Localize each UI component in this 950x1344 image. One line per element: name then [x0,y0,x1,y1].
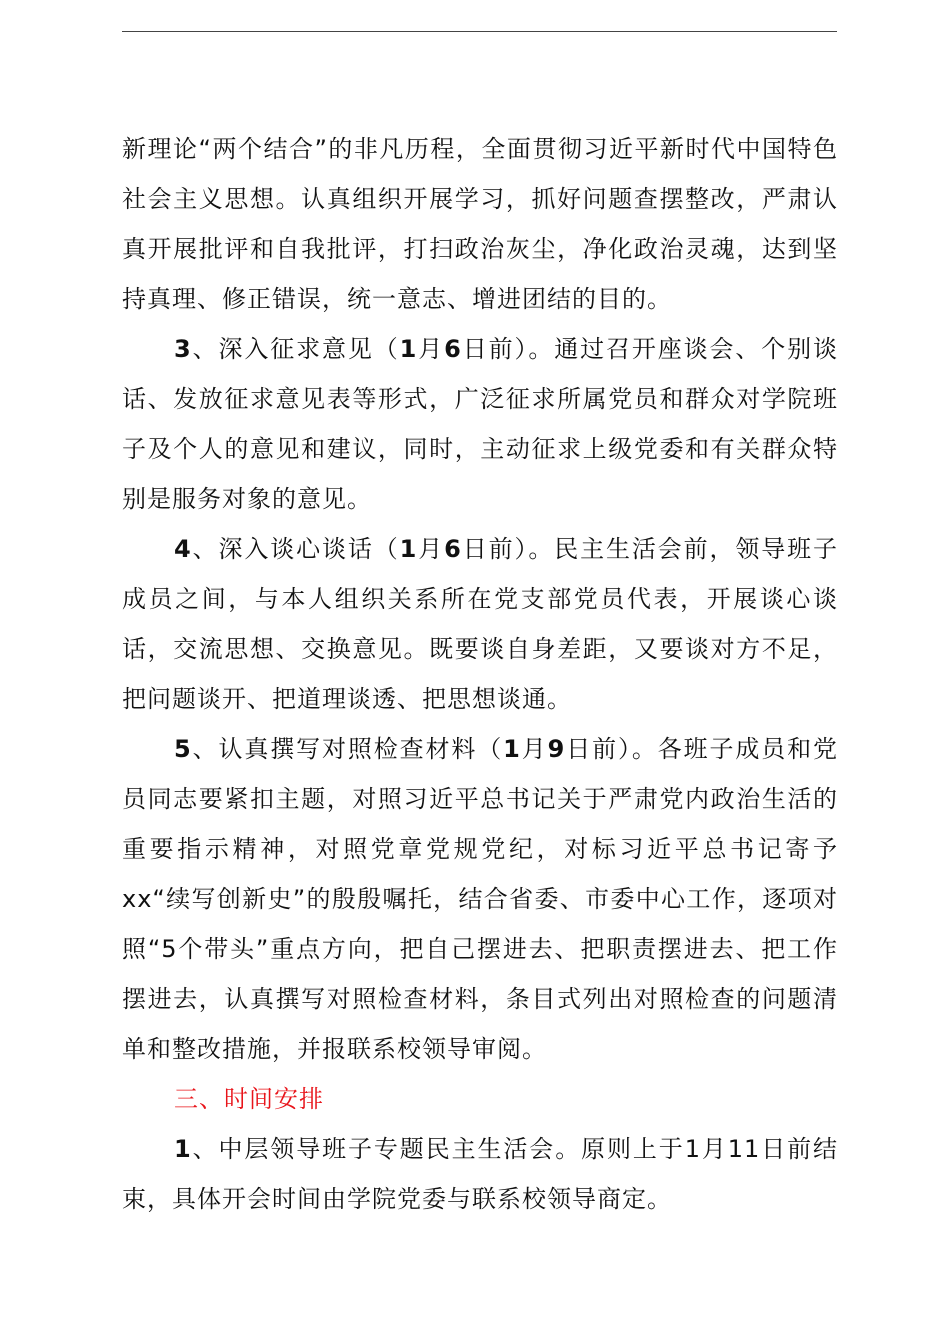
item-number: 4 [174,535,192,563]
paragraph-text: 日前）。通过召开座谈会、个别谈话、发放征求意见表等形式，广泛征求所属党员和群众对学院班子及个人的意见和建议，同时，主动征求上级党委和有关群众特别是服务对象的意见。 [122,335,839,513]
date-month: 1 [503,735,521,763]
item-number: 3 [174,335,192,363]
paragraph-text: 、中层领导班子专题民主生活会。原则上于1月11日前结束，具体开会时间由学院党委与联系校领导商定。 [122,1135,838,1213]
date-month: 1 [399,535,418,563]
paragraph-text: 月 [417,535,445,563]
paragraph-heart-to-heart-talks [122,524,838,724]
paragraph-text: 月 [520,735,548,763]
paragraph-text: 、深入谈心谈话（ [191,535,400,563]
date-day: 6 [444,335,462,363]
section-heading-text: 三、时间安排 [174,1085,324,1113]
document-body [122,124,838,1224]
section-heading-schedule [122,1074,838,1124]
item-number: 1 [174,1135,192,1163]
header-rule [122,31,837,32]
paragraph-text: 、深入征求意见（ [191,335,400,363]
paragraph-text: 日前）。各班子成员和党员同志要紧扣主题，对照习近平总书记关于严肃党内政治生活的重要指示精神，对照党章党规党纪，对标习近平总书记寄予xx“续写创新史”的殷殷嘱托，结合省委、市委中心工作，逐项对照“5个带头”重点方向，把自己摆进去、把职责摆进去、把工作摆进去，认真撰写对照检查材料，条目式列出对照检查的问题清单和整改措施，并报联系校领导审阅。 [122,735,839,1063]
paragraph-text: 日前）。民主生活会前，领导班子成员之间，与本人组织关系所在党支部党员代表，开展谈心谈话，交流思想、交换意见。既要谈自身差距，又要谈对方不足，把问题谈开、把道理谈透、把思想谈通。 [122,535,839,713]
item-number: 5 [174,735,192,763]
date-day: 6 [444,535,462,563]
paragraph-text: 新理论“两个结合”的非凡历程，全面贯彻习近平新时代中国特色社会主义思想。认真组织开展学习，抓好问题查摆整改，严肃认真开展批评和自我批评，打扫政治灰尘，净化政治灵魂，达到坚持真理、修正错误，统一意志、增进团结的目的。 [122,135,838,313]
paragraph-middle-level-meeting [122,1124,838,1224]
date-month: 1 [399,335,418,363]
paragraph-two-combinations [122,124,838,324]
paragraph-inspection-materials [122,724,838,1074]
date-day: 9 [547,735,566,763]
paragraph-solicit-opinions [122,324,838,524]
paragraph-text: 、认真撰写对照检查材料（ [191,735,504,763]
paragraph-text: 月 [417,335,445,363]
